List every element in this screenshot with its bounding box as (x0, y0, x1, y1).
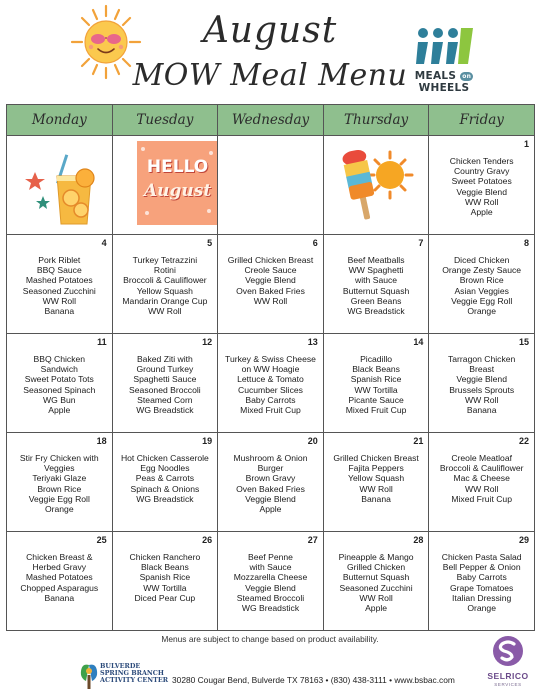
meal-item: Chicken Pasta Salad (441, 552, 522, 562)
meal-item: Country Gravy (453, 166, 510, 177)
meal-items (324, 255, 429, 316)
meal-item: WG Bun (43, 394, 76, 405)
meal-items (218, 354, 323, 415)
meal-item: Sweet Potatoes (451, 176, 512, 187)
meal-item: WW Roll (253, 295, 288, 306)
meal-item: Spanish Rice (139, 572, 191, 583)
calendar-day-cell (429, 334, 535, 432)
meal-item: Teriyaki Glaze (32, 473, 87, 484)
calendar-day-cell (218, 532, 324, 630)
meal-item: Grilled Chicken Breast (333, 453, 419, 463)
meal-item: Spaghetti Sauce (133, 374, 197, 385)
org-line-2: SPRING BRANCH (100, 669, 164, 678)
calendar-week (6, 136, 535, 235)
meal-items (324, 453, 429, 504)
meal-item: WW Tortilla (143, 582, 187, 593)
calendar-day-cell (429, 235, 535, 333)
meal-items (429, 255, 534, 316)
drink-starfish-icon (19, 146, 103, 230)
meal-items (113, 453, 218, 504)
date-number: 12 (202, 337, 213, 347)
date-number: 18 (96, 436, 107, 446)
meal-item: Apple (365, 603, 388, 614)
meal-item: Chicken Ranchero (129, 552, 201, 562)
meal-item: Orange (467, 306, 496, 317)
calendar-day-cell (429, 433, 535, 531)
meal-items (113, 552, 218, 603)
meal-items (324, 354, 429, 415)
meal-item: Fajita Peppers (348, 463, 404, 474)
date-number: 20 (307, 436, 318, 446)
meals-on-wheels-logo-icon (392, 24, 496, 94)
date-number: 25 (96, 535, 107, 545)
august-sign-text: August (143, 181, 212, 201)
date-number: 8 (523, 238, 529, 248)
calendar-day-cell (218, 433, 324, 531)
weekday-wednesday: Wednesday (218, 105, 324, 135)
meal-item: Breast (469, 364, 495, 375)
date-number: 19 (202, 436, 213, 446)
contact-address: 30280 Cougar Bend, Bulverde TX 78163 • (830) 438-3111 • www.bsbac.com (172, 675, 455, 685)
calendar-day-cell (113, 433, 219, 531)
popsicle-sun-icon (338, 144, 416, 228)
calendar-week (6, 532, 535, 631)
weekday-tuesday: Tuesday (113, 105, 219, 135)
meal-item: BBQ Chicken (33, 354, 86, 364)
meal-items (429, 354, 534, 415)
date-number: 14 (413, 337, 424, 347)
date-number: 26 (202, 535, 213, 545)
meal-item: Grilled Chicken (346, 562, 406, 573)
meal-item: Picante Sauce (348, 394, 404, 405)
date-number: 11 (97, 337, 107, 347)
meal-item: Pork Riblet (38, 255, 81, 265)
meal-item: Black Beans (141, 562, 189, 573)
calendar-day-cell (113, 334, 219, 432)
meal-item: Creole Sauce (244, 265, 297, 276)
calendar-day-cell (429, 136, 535, 234)
weekday-monday: Monday (7, 105, 113, 135)
meal-item: Brussels Sprouts (449, 384, 515, 395)
meal-item: Mashed Potatoes (25, 572, 93, 583)
meal-item: Cucumber Slices (238, 384, 303, 395)
calendar-day-cell (324, 136, 430, 234)
meal-item: Hot Chicken Casserole (120, 453, 209, 463)
meal-item: WW Roll (464, 483, 499, 494)
org-line-3: ACTIVITY CENTER (100, 676, 169, 685)
meal-item: Oven Baked Fries (236, 483, 305, 494)
calendar-week (6, 433, 535, 532)
meal-item: Banana (44, 592, 75, 603)
meal-items (7, 453, 112, 514)
meal-items (324, 552, 429, 613)
brand-part1: MEALS (414, 70, 457, 82)
meal-item: Spinach & Onions (130, 483, 200, 494)
meal-items (113, 354, 218, 415)
hello-august-sign-icon (137, 141, 219, 225)
date-number: 15 (518, 337, 529, 347)
calendar-weeks (6, 136, 535, 631)
calendar-day-cell (324, 532, 430, 630)
meal-item: Chicken Tenders (449, 156, 514, 166)
sponsor-name: SELRICO (487, 671, 529, 681)
date-number: 13 (307, 337, 318, 347)
meal-item: Yellow Squash (136, 285, 193, 296)
meal-item: Steamed Broccoli (236, 592, 305, 603)
calendar-day-cell (7, 235, 113, 333)
meal-items (218, 552, 323, 613)
weekday-thursday: Thursday (324, 105, 430, 135)
meal-item: Yellow Squash (348, 473, 405, 484)
meal-item: WW Roll (359, 483, 393, 494)
meal-item: Ground Turkey (136, 364, 194, 375)
calendar-day-cell (429, 532, 535, 630)
meal-item: Spanish Rice (350, 374, 402, 385)
meal-item: WG Breadstick (136, 405, 194, 416)
date-number: 7 (418, 238, 424, 248)
meal-item: Mandarin Orange Cup (122, 295, 208, 306)
meal-item: Brown Gravy (245, 473, 296, 484)
meal-items (429, 453, 534, 504)
meal-item: Sandwich (40, 364, 78, 375)
selrico-logo-icon (480, 634, 536, 694)
meal-item: WG Breadstick (136, 493, 194, 504)
meal-item: Banana (466, 405, 497, 416)
meal-items (218, 453, 323, 514)
meal-item: Apple (48, 405, 71, 416)
calendar-week (6, 334, 535, 433)
meal-item: Butternut Squash (342, 572, 410, 583)
meal-items (429, 156, 534, 217)
calendar-day-cell (324, 433, 430, 531)
calendar-day-cell (218, 334, 324, 432)
meal-item: Seasoned Zucchini (339, 582, 413, 593)
meal-item: Veggie Egg Roll (451, 295, 513, 306)
meal-item: Grilled Chicken Breast (227, 255, 314, 265)
meal-item: Egg Noodles (140, 463, 190, 474)
calendar-day-cell (7, 433, 113, 531)
brand-part2: WHEELS (418, 82, 470, 94)
meal-item: WW Roll (464, 196, 499, 207)
meal-item: Stir Fry Chicken with (19, 453, 99, 463)
meal-item: Apple (259, 504, 282, 515)
meal-item: on WW Hoagie (241, 364, 300, 375)
meal-item: Picadillo (360, 354, 393, 364)
meal-item: Turkey & Swiss Cheese (225, 354, 316, 364)
meal-item: Orange (467, 603, 496, 614)
meal-item: Sweet Potato Tots (24, 374, 94, 385)
meal-item: Oven Baked Fries (236, 285, 305, 296)
meal-item: Turkey Tetrazzini (132, 255, 198, 265)
brand-mid: on (462, 72, 472, 80)
bulverde-spring-branch-activity-center-logo-icon (78, 661, 170, 693)
meal-items (113, 255, 218, 316)
meals-on-wheels-wordmark (392, 70, 496, 94)
meal-item: Veggie Blend (245, 275, 296, 286)
meal-items (7, 354, 112, 415)
meal-item: Diced Chicken (453, 255, 510, 265)
meal-item: WW Roll (148, 306, 182, 317)
meal-item: Pineapple & Mango (338, 552, 414, 562)
meal-item: Banana (361, 493, 391, 504)
meal-items (7, 552, 112, 603)
org-name (100, 663, 168, 685)
meal-item: WG Breadstick (241, 603, 300, 614)
meal-item: Mixed Fruit Cup (451, 493, 512, 504)
date-number: 1 (523, 139, 529, 149)
menu-title: MOW Meal Menu (132, 58, 408, 93)
meal-item: Creole Meatloaf (451, 453, 512, 463)
meal-item: Chopped Asparagus (20, 582, 99, 593)
meal-item: Mozzarella Cheese (233, 572, 308, 583)
menu-title-month: August (202, 10, 338, 51)
meal-item: Banana (44, 306, 75, 317)
calendar-week (6, 235, 535, 334)
meal-item: Rotini (153, 265, 176, 276)
date-number: 27 (307, 535, 318, 545)
meal-calendar (6, 104, 535, 631)
meal-item: Veggie Blend (245, 582, 296, 593)
meal-item: Herbed Gravy (32, 562, 87, 573)
date-number: 29 (518, 535, 529, 545)
meal-item: Mushroom & Onion (233, 453, 308, 463)
meal-item: Chicken Breast & (26, 552, 93, 562)
meal-items (218, 255, 323, 306)
meal-item: with Sauce (249, 562, 292, 573)
date-number: 21 (413, 436, 424, 446)
date-number: 28 (413, 535, 424, 545)
meal-item: Seasoned Zucchini (22, 285, 96, 296)
meal-item: Veggie Blend (456, 186, 507, 197)
meal-item: Mixed Fruit Cup (240, 405, 301, 416)
meal-item: Seasoned Spinach (23, 384, 96, 395)
date-number: 6 (312, 238, 318, 248)
meal-item: Veggies (44, 463, 75, 474)
meal-item: Broccoli & Cauliflower (439, 463, 524, 474)
meal-item: WW Tortilla (354, 384, 398, 395)
meal-item: Diced Pear Cup (134, 592, 196, 603)
calendar-day-cell (113, 532, 219, 630)
meal-item: Beef Penne (248, 552, 293, 562)
meal-item: Orange Zesty Sauce (442, 265, 522, 276)
meal-items (7, 255, 112, 316)
meal-item: Veggie Egg Roll (28, 493, 90, 504)
meal-item: WW Roll (359, 592, 393, 603)
menu-header (0, 0, 540, 104)
org-line-1: BULVERDE (100, 662, 141, 670)
meal-item: Peas & Carrots (135, 473, 195, 484)
sponsor-subtitle: SERVICES (494, 682, 522, 687)
meal-item: BBQ Sauce (36, 265, 82, 276)
meal-item: Brown Rice (37, 483, 82, 494)
date-number: 5 (207, 238, 213, 248)
meal-item: Brown Rice (459, 275, 504, 286)
meal-item: Apple (470, 207, 493, 218)
date-number: 4 (101, 238, 107, 248)
meal-item: Veggie Blend (456, 374, 507, 385)
meal-item: Mac & Cheese (453, 473, 510, 484)
meal-item: WG Breadstick (347, 306, 405, 317)
meal-item: Bell Pepper & Onion (442, 562, 521, 573)
meal-item: Seasoned Broccoli (129, 384, 201, 395)
meal-item: Green Beans (350, 295, 402, 306)
calendar-day-cell (7, 334, 113, 432)
meal-item: Baby Carrots (456, 572, 507, 583)
availability-note: Menus are subject to change based on product availability. (161, 634, 379, 644)
meal-item: Mixed Fruit Cup (345, 405, 407, 416)
calendar-day-cell (324, 235, 430, 333)
meal-item: Lettuce & Tomato (237, 374, 304, 385)
meal-item: Baby Carrots (245, 394, 296, 405)
meal-item: WW Spaghetti (348, 265, 404, 276)
calendar-day-cell (324, 334, 430, 432)
calendar-day-cell (7, 136, 113, 234)
weekday-header-row (6, 104, 535, 136)
calendar-day-cell (113, 136, 219, 234)
hello-text: HELLO (146, 157, 209, 177)
meal-item: Broccoli & Cauliflower (123, 275, 207, 286)
meal-item: with Sauce (355, 275, 398, 286)
date-number: 22 (518, 436, 529, 446)
meal-items (429, 552, 534, 613)
meal-item: WW Roll (42, 295, 76, 306)
meal-item: WW Roll (464, 394, 499, 405)
meal-item: Italian Dressing (452, 592, 512, 603)
meal-item: Asian Veggies (454, 285, 509, 296)
meal-item: Orange (44, 504, 74, 515)
calendar-day-cell (7, 532, 113, 630)
weekday-friday: Friday (459, 112, 504, 128)
meal-item: Butternut Squash (342, 285, 410, 296)
meal-item: Burger (257, 463, 284, 474)
calendar-day-cell (218, 235, 324, 333)
meal-item: Mashed Potatoes (25, 275, 93, 286)
meal-item: Veggie Blend (245, 493, 296, 504)
meal-item: Baked Ziti with (136, 354, 193, 364)
meal-item: Grape Tomatoes (449, 582, 514, 593)
meal-item: Tarragon Chicken (447, 354, 516, 364)
meal-item: Steamed Corn (137, 394, 193, 405)
meal-item: Black Beans (352, 364, 400, 375)
meal-item: Beef Meatballs (347, 255, 405, 265)
calendar-day-cell (113, 235, 219, 333)
calendar-day-cell (218, 136, 324, 234)
